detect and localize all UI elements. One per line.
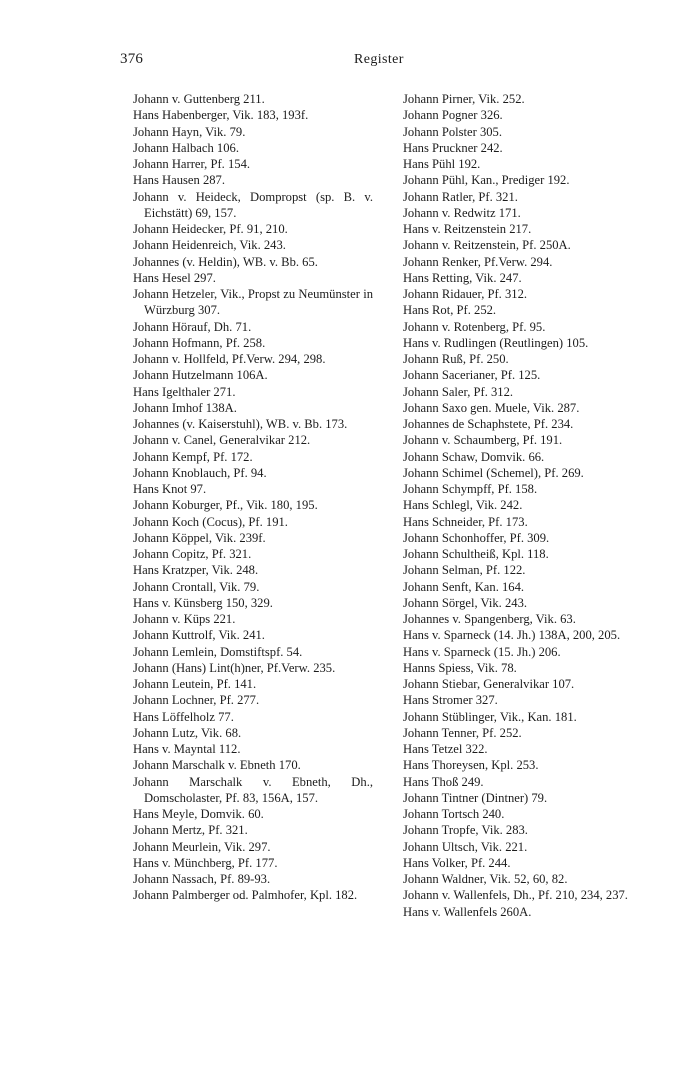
register-entry: Johann Ridauer, Pf. 312. [403, 287, 528, 301]
register-entry: Johann Ruß, Pf. 250. [403, 352, 509, 366]
register-entry: Hans Schneider, Pf. 173. [403, 514, 528, 529]
register-entry: Johann Heidenreich, Vik. 243. [133, 238, 286, 253]
register-entry: Johann Schaw, Domvik. 66. [403, 449, 545, 464]
register-entry: Hans v. Wallenfels 260A. [403, 904, 532, 919]
register-entry: Johann Pühl, Kan., Prediger 192. [403, 173, 570, 188]
register-entry: Johann Knoblauch, Pf. 94. [133, 465, 267, 480]
register-entry: Hans Retting, Vik. 247. [403, 270, 522, 285]
register-entry: Johann Schonhoffer, Pf. 309. [403, 530, 550, 545]
register-entry: Johann Ultsch, Vik. 221. [403, 839, 528, 854]
register-entry: Johann Hutzelmann 106A. [133, 368, 268, 383]
register-entry: Johann Tropfe, Vik. 283. [403, 823, 528, 838]
register-entry: Johann Sörgel, Vik. 243. [403, 595, 528, 610]
register-entry: Hans v. Sparneck (14. Jh.) 138A, 200, 205. [403, 628, 621, 643]
register-entry: Johann Stiebar, Generalvikar 107. [403, 677, 575, 691]
register-entry: Johann Lemlein, Domstiftspf. 54. [133, 644, 303, 659]
register-entry: Johann Tintner (Dintner) 79. [403, 790, 548, 805]
register-entry: Johann v. Canel, Generalvikar 212. [133, 433, 311, 448]
register-entry: Johannes v. Spangenberg, Vik. 63. [403, 612, 576, 626]
register-entry: Johann Schimel (Schemel), Pf. 269. [403, 465, 584, 480]
register-entry: Johann Ratler, Pf. 321. [403, 189, 518, 204]
register-entry: Johann Halbach 106. [133, 140, 239, 155]
register-entry: Johann v. Küps 221. [133, 612, 236, 626]
register-entry: Johann Renker, Pf.Verw. 294. [403, 254, 553, 269]
register-entry: Hans Meyle, Domvik. 60. [133, 807, 264, 821]
register-entry: Hans Pruckner 242. [403, 140, 503, 155]
page-number: 376 [120, 51, 144, 67]
register-entry: Johann Schultheiß, Kpl. 118. [403, 547, 549, 561]
register-entry: Johann Lutz, Vik. 68. [133, 725, 242, 740]
register-entry: Hans Tetzel 322. [403, 742, 488, 756]
register-entry: Hans Volker, Pf. 244. [403, 855, 511, 870]
register-entry: Hanns Spiess, Vik. 78. [403, 660, 517, 675]
register-entry: Hans Thoreysen, Kpl. 253. [403, 758, 539, 773]
running-head: Register [354, 52, 404, 67]
register-entry: Johann Nassach, Pf. 89-93. [133, 872, 271, 886]
register-entry: Johann Hofmann, Pf. 258. [133, 335, 266, 350]
register-entry: Johann Selman, Pf. 122. [403, 563, 526, 578]
register-entry: Johann Koburger, Pf., Vik. 180, 195. [133, 498, 318, 513]
register-entry: Hans v. Mayntal 112. [133, 742, 241, 756]
register-entry: Hans Kratzper, Vik. 248. [133, 563, 259, 578]
register-entry: Johann v. Guttenberg 211. [133, 92, 265, 106]
register-entry: Johann Waldner, Vik. 52, 60, 82. [403, 872, 568, 886]
register-entry: Johann v. Rotenberg, Pf. 95. [403, 319, 546, 334]
register-entry: Hans v. Rudlingen (Reutlingen) 105. [403, 335, 589, 350]
register-entry: Johann Köppel, Vik. 239f. [133, 530, 266, 545]
register-entry: Johann Stüblinger, Vik., Kan. 181. [403, 709, 577, 724]
register-entry: Johann v. Heideck, Dompropst (sp. B. v. Eichstätt) 69, 157. [133, 189, 373, 220]
register-entry: Hans Rot, Pf. 252. [403, 303, 497, 318]
register-entry: Johann Crontall, Vik. 79. [133, 579, 260, 594]
register-entry: Johann Harrer, Pf. 154. [133, 157, 251, 171]
register-entry: Johann Heidecker, Pf. 91, 210. [133, 222, 288, 236]
register-entry: Hans Igelthaler 271. [133, 384, 236, 399]
register-entry: Johann Hayn, Vik. 79. [133, 124, 246, 139]
register-column-left [133, 91, 373, 904]
register-entry: Hans Stromer 327. [403, 693, 498, 708]
register-entry: Johann (Hans) Lint(h)ner, Pf.Verw. 235. [133, 660, 336, 675]
register-entry: Hans v. Sparneck (15. Jh.) 206. [403, 644, 561, 659]
register-entry: Hans Hesel 297. [133, 270, 216, 285]
register-entry: Johann Sacerianer, Pf. 125. [403, 368, 541, 383]
register-entry: Johann Senft, Kan. 164. [403, 579, 525, 594]
register-entry: Hans v. Künsberg 150, 329. [133, 595, 273, 610]
register-entry: Johann Kempf, Pf. 172. [133, 449, 253, 464]
register-entry: Johann Saler, Pf. 312. [403, 384, 514, 399]
register-entry: Johann v. Schaumberg, Pf. 191. [403, 433, 563, 448]
register-entry: Johann v. Reitzenstein, Pf. 250A. [403, 238, 571, 253]
register-entry: Johann Copitz, Pf. 321. [133, 547, 252, 561]
register-entry: Johannes de Schaphstete, Pf. 234. [403, 417, 574, 431]
register-entry: Hans Hausen 287. [133, 173, 225, 188]
register-entry: Johann Tenner, Pf. 252. [403, 725, 522, 740]
register-entry: Johann Kuttrolf, Vik. 241. [133, 628, 265, 643]
register-entry: Hans Habenberger, Vik. 183, 193f. [133, 108, 309, 123]
register-entry: Johann Imhof 138A. [133, 400, 237, 415]
register-entry: Hans v. Münchberg, Pf. 177. [133, 855, 278, 870]
register-entry: Johann Pirner, Vik. 252. [403, 92, 525, 106]
register-entry: Johann Marschalk v. Ebneth 170. [133, 758, 301, 773]
register-entry: Johannes (v. Kaiserstuhl), WB. v. Bb. 173. [133, 417, 348, 431]
register-entry: Johann Hörauf, Dh. 71. [133, 319, 252, 334]
register-entry: Johann Hetzeler, Vik., Propst zu Neumünster in Würzburg 307. [133, 287, 373, 318]
register-entry: Hans Löffelholz 77. [133, 709, 234, 724]
register-entry: Johann Pogner 326. [403, 108, 503, 123]
register-entry: Johann Palmberger od. Palmhofer, Kpl. 182. [133, 888, 358, 903]
register-entry: Johann Lochner, Pf. 277. [133, 693, 260, 708]
register-entry: Johann Schympff, Pf. 158. [403, 482, 538, 496]
register-entry: Hans Knot 97. [133, 482, 207, 496]
register-entry: Johann Tortsch 240. [403, 807, 505, 821]
register-entry: Johann v. Redwitz 171. [403, 205, 521, 220]
register-entry: Hans Thoß 249. [403, 774, 484, 789]
register-entry: Johann v. Hollfeld, Pf.Verw. 294, 298. [133, 352, 326, 366]
register-entry: Hans Schlegl, Vik. 242. [403, 498, 523, 513]
register-column-right [403, 91, 643, 920]
register-entry: Johann Meurlein, Vik. 297. [133, 839, 271, 854]
register-entry: Johann Leutein, Pf. 141. [133, 677, 257, 691]
register-entry: Johann Saxo gen. Muele, Vik. 287. [403, 400, 580, 415]
register-entry: Johann Marschalk v. Ebneth, Dh., Domscholaster, Pf. 83, 156A, 157. [133, 774, 373, 805]
register-entry: Johann v. Wallenfels, Dh., Pf. 210, 234, 237. [403, 888, 628, 903]
register-entry: Johannes (v. Heldin), WB. v. Bb. 65. [133, 254, 318, 269]
register-entry: Johann Mertz, Pf. 321. [133, 823, 248, 838]
register-entry: Hans v. Reitzenstein 217. [403, 222, 532, 236]
register-entry: Johann Polster 305. [403, 124, 502, 139]
register-entry: Hans Pühl 192. [403, 157, 481, 171]
register-entry: Johann Koch (Cocus), Pf. 191. [133, 514, 288, 529]
